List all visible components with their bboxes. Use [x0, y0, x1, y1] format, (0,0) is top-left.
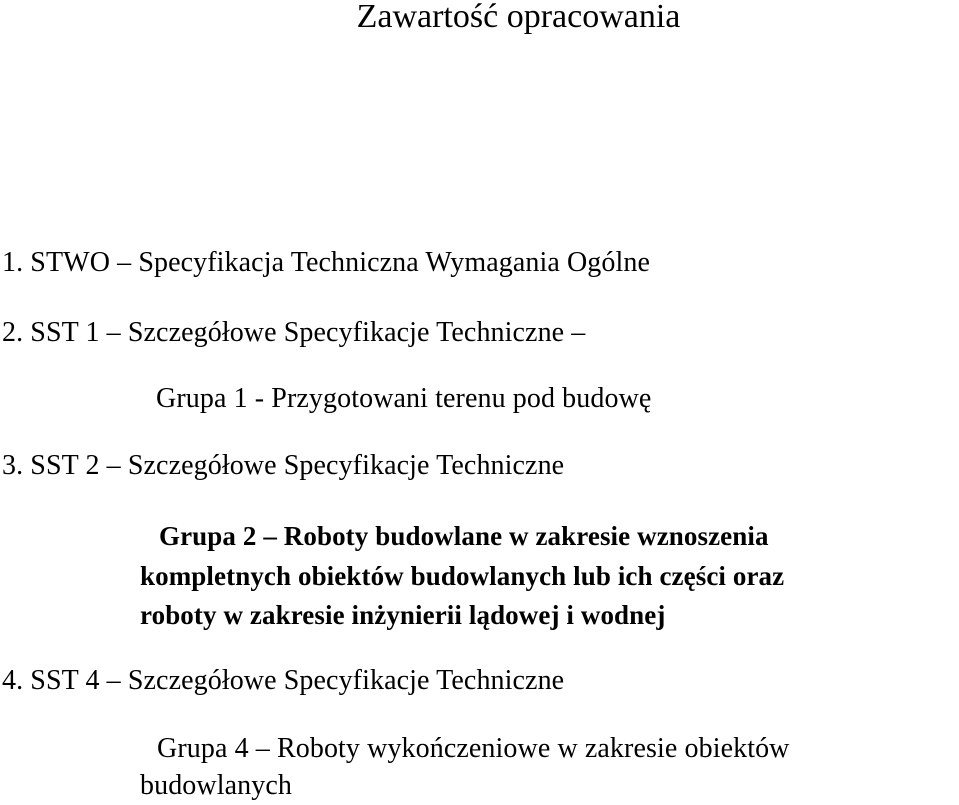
page-title: Zawartość opracowania: [356, 0, 681, 35]
item-3-group-line-2: kompletnych obiektów budowlanych lub ich części oraz: [140, 561, 785, 591]
item-3-heading: 3. SST 2 – Szczegółowe Specyfikacje Techniczne: [2, 450, 565, 481]
item-4-heading: 4. SST 4 – Szczegółowe Specyfikacje Techniczne: [2, 665, 565, 696]
item-3-group-line-3: roboty w zakresie inżynierii lądowej i wodnej: [140, 600, 666, 630]
item-2-heading: 2. SST 1 – Szczegółowe Specyfikacje Techniczne –: [2, 317, 586, 348]
item-4-group-line-2: budowlanych: [140, 770, 292, 801]
item-4-group-line-1: Grupa 4 – Roboty wykończeniowe w zakresie obiektów: [157, 733, 790, 764]
item-2-group: Grupa 1 - Przygotowani terenu pod budowę: [156, 383, 652, 414]
item-1-heading: 1. STWO – Specyfikacja Techniczna Wymagania Ogólne: [2, 247, 650, 278]
item-3-group-line-1: Grupa 2 – Roboty budowlane w zakresie wznoszenia: [159, 521, 769, 551]
